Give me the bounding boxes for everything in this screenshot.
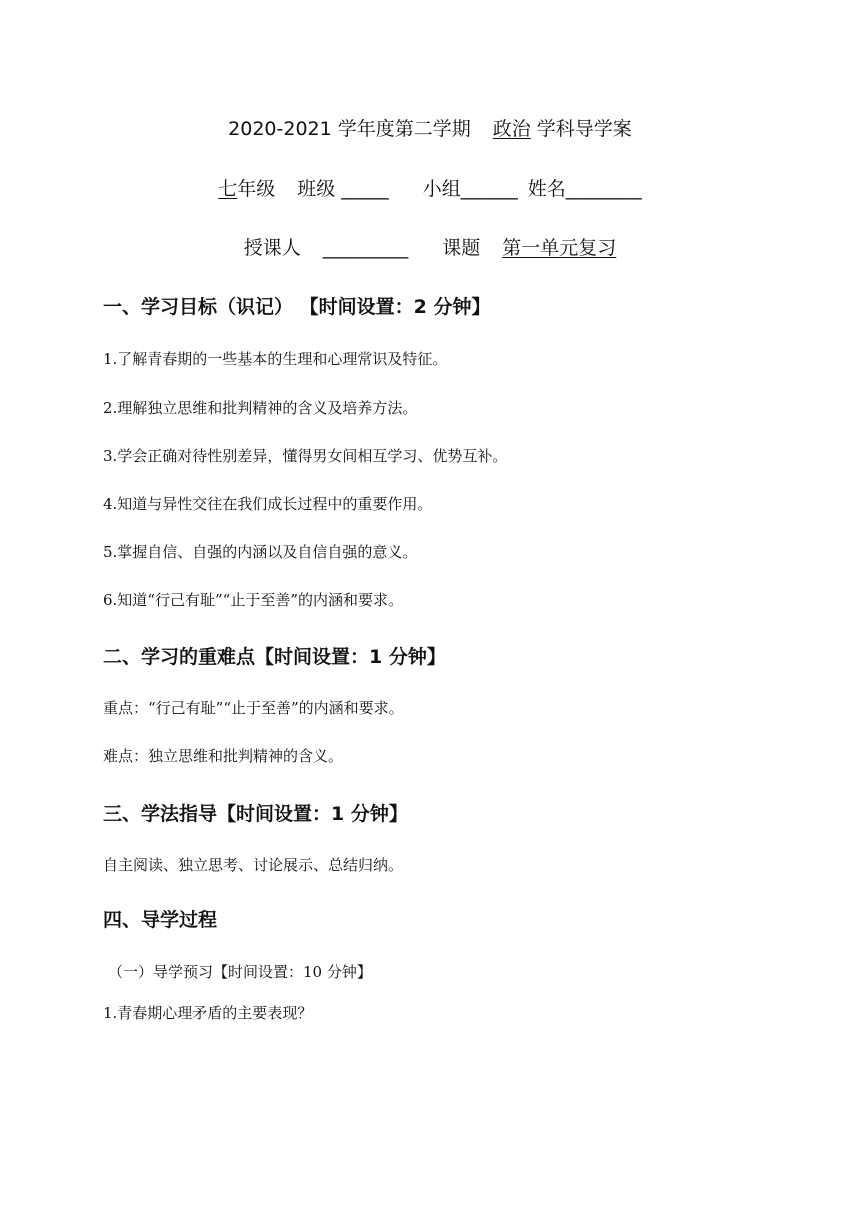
header-student-line xyxy=(0,174,860,201)
section-method-heading: 三、学法指导【时间设置：1 分钟】 xyxy=(103,803,408,825)
class-field[interactable]: 班级 _____ xyxy=(297,178,389,200)
section-goals-heading: 一、学习目标（识记） 【时间设置：2 分钟】 xyxy=(103,296,491,318)
grade-first-char: 七 xyxy=(218,178,238,200)
subject-name: 政治 xyxy=(492,118,531,140)
topic-value: 第一单元复习 xyxy=(502,237,617,259)
difficult-point-text: 难点：独立思维和批判精神的含义。 xyxy=(103,747,344,765)
section-process-heading: 四、导学过程 xyxy=(103,909,218,931)
doc-type-label: 学科导学案 xyxy=(536,118,632,140)
teacher-label: 授课人 xyxy=(243,237,301,259)
goal-item: 3.学会正确对待性别差异，懂得男女间相互学习、优势互补。 xyxy=(103,447,508,465)
question-item: 1.青春期心理矛盾的主要表现？ xyxy=(103,1004,313,1022)
teacher-field[interactable]: _________ xyxy=(322,237,409,259)
preview-subheading: （一）导学预习【时间设置：10 分钟】 xyxy=(108,963,372,981)
method-text: 自主阅读、独立思考、讨论展示、总结归纳。 xyxy=(103,856,404,874)
group-field[interactable]: 小组______ xyxy=(422,178,518,200)
goal-item: 2.理解独立思维和批判精神的含义及培养方法。 xyxy=(103,399,418,417)
grade-label: 年级 xyxy=(237,178,276,200)
term-label: 2020-2021 学年度第二学期 xyxy=(228,118,471,140)
goal-item: 5.掌握自信、自强的内涵以及自信自强的意义。 xyxy=(103,543,418,561)
goal-item: 4.知道与异性交往在我们成长过程中的重要作用。 xyxy=(103,495,433,513)
topic-label: 课题 xyxy=(442,237,481,259)
header-teacher-line xyxy=(0,233,860,260)
goal-item: 6.知道“行己有耻”“止于至善”的内涵和要求。 xyxy=(103,591,403,609)
name-field[interactable]: 姓名________ xyxy=(527,178,642,200)
key-point-text: 重点：“行己有耻”“止于至善”的内涵和要求。 xyxy=(103,699,404,717)
section-keypoints-heading: 二、学习的重难点【时间设置：1 分钟】 xyxy=(103,646,446,668)
goal-item: 1.了解青春期的一些基本的生理和心理常识及特征。 xyxy=(103,350,448,368)
header-title-line xyxy=(0,114,860,141)
